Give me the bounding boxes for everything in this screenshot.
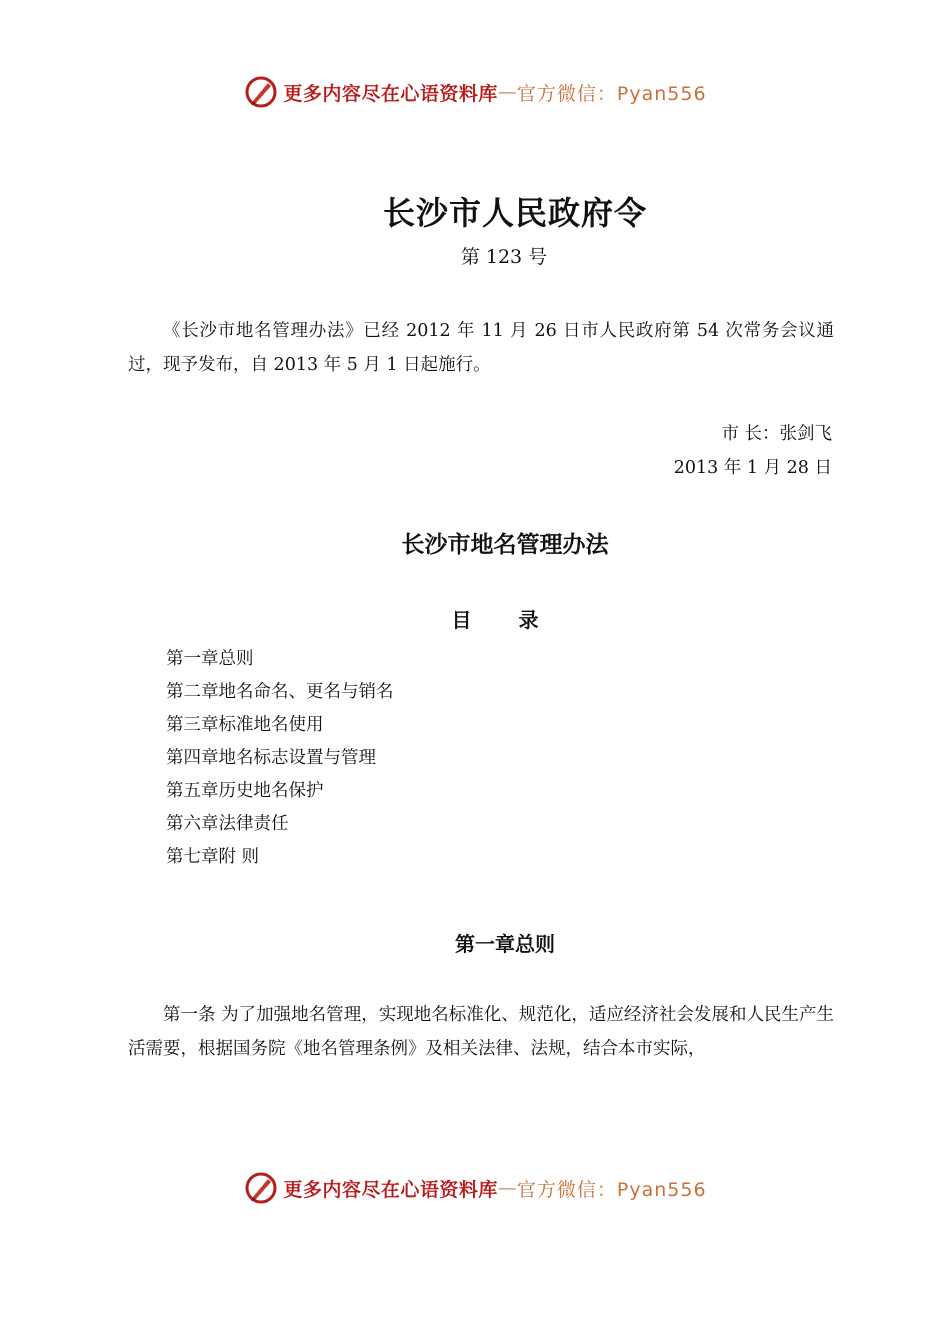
toc-item: 第二章地名命名、更名与销名 [166,682,394,702]
signer: 市 长：张剑飞 [721,424,832,444]
toc-item: 第七章附 则 [166,847,260,867]
table-of-contents [166,643,394,874]
toc-item: 第一章总则 [166,649,254,669]
toc-item: 第六章法律责任 [166,814,289,834]
toc-heading: 目 录 [451,608,559,632]
intro-paragraph: 《长沙市地名管理办法》已经 2012 年 11 月 26 日市人民政府第 54 次常务会议通过，现予发布，自 2013 年 5 月 1 日起施行。 [128,321,834,375]
chapter1-heading: 第一章总则 [455,932,555,956]
watermark-footer [0,1168,950,1208]
toc-item: 第三章标准地名使用 [166,715,324,735]
pen-logo-icon [243,74,279,110]
watermark-separator: — [497,81,517,103]
toc-item: 第五章历史地名保护 [166,781,324,801]
watermark-header [0,72,950,112]
watermark-text: 更多内容尽在心语资料库 [283,1178,498,1201]
sign-date: 2013 年 1 月 28 日 [673,458,832,478]
toc-item: 第四章地名标志设置与管理 [166,748,376,768]
watermark-wechat: 官方微信：Pyan556 [516,82,707,105]
watermark-separator: — [497,1177,517,1199]
watermark-wechat: 官方微信：Pyan556 [516,1178,707,1201]
watermark-text: 更多内容尽在心语资料库 [283,82,498,105]
order-number: 第 123 号 [460,246,548,268]
law-title: 长沙市地名管理办法 [401,532,609,558]
article1-paragraph: 第一条 为了加强地名管理，实现地名标准化、规范化，适应经济社会发展和人民生产生活需要，根据国务院《地名管理条例》及相关法律、法规，结合本市实际， [128,1005,834,1059]
document-title: 长沙市人民政府令 [382,194,647,232]
pen-logo-icon [243,1170,279,1206]
